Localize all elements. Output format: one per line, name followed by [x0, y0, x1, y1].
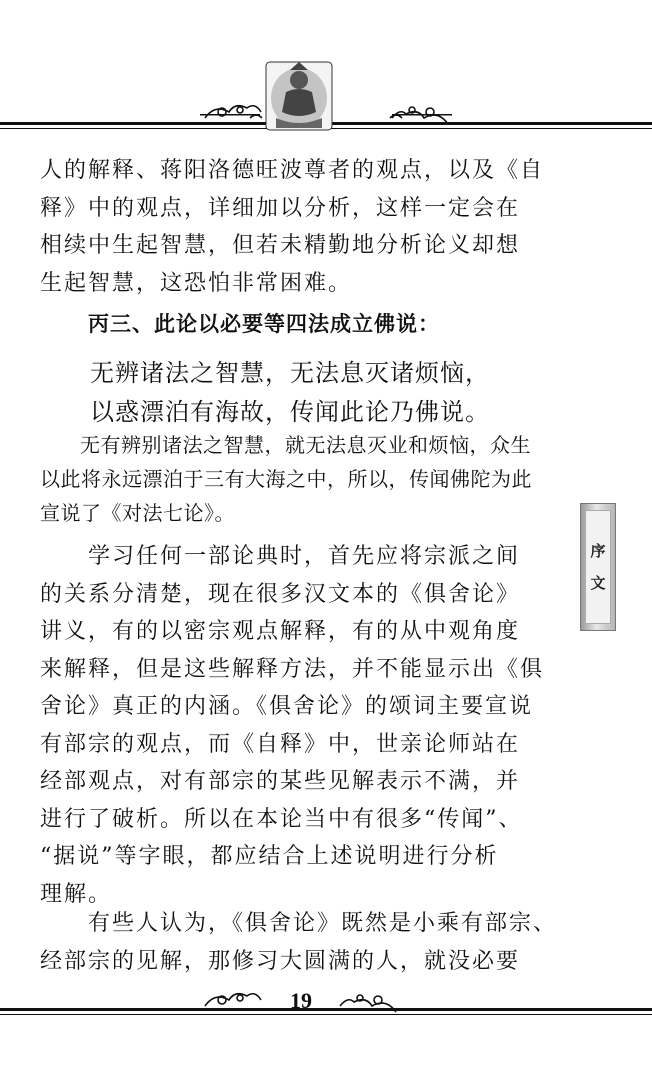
- text-line: 学习任何一部论典时，首先应将宗派之间: [88, 544, 521, 569]
- deity-figure-icon: [266, 62, 332, 130]
- commentary-line: 以此将永远漂泊于三有大海之中，所以，传闻佛陀为此: [40, 467, 532, 491]
- paragraph-continued: [40, 152, 565, 302]
- cloud-left-icon: [205, 994, 261, 1006]
- section-heading: 丙三、此论以必要等四法成立佛说：: [88, 312, 440, 336]
- text-line: 讲义，有的以密宗观点解释，有的从中观角度: [40, 619, 521, 644]
- page-number: 19: [290, 988, 312, 1013]
- side-tab-char: 文: [590, 574, 606, 592]
- cloud-left-icon: [205, 106, 262, 118]
- side-tab-label: [585, 510, 611, 624]
- text-line: 舍论》真正的内涵。《俱舍论》的颂词主要宣说: [40, 694, 534, 719]
- text-line: 来解释，但是这些解释方法，并不能显示出《俱: [40, 656, 545, 682]
- page-header: [0, 0, 652, 140]
- header-ornament: [0, 0, 652, 140]
- text-line: 经部观点，对有部宗的某些见解表示不满，并: [40, 769, 521, 794]
- text-line: 的关系分清楚，现在很多汉文本的《俱舍论》: [40, 581, 521, 607]
- paragraph-school-relations: [40, 538, 565, 913]
- text-line: 理解。: [40, 881, 113, 907]
- page-footer: [0, 980, 652, 1030]
- commentary-line: 无有辨别诸法之智慧，就无法息灭业和烦恼，众生: [80, 433, 531, 457]
- chapter-side-tab: [580, 503, 616, 631]
- verse-line-2: 以惑漂泊有海故，传闻此论乃佛说。: [90, 398, 490, 426]
- text-line: 有部宗的观点，而《自释》中，世亲论师站在: [40, 731, 521, 757]
- text-line: 相续中生起智慧，但若未精勤地分析论义却想: [40, 233, 521, 258]
- verse-line-1: 无辨诸法之智慧，无法息灭诸烦恼，: [90, 359, 490, 387]
- text-line: 有些人认为，《俱舍论》既然是小乘有部宗、: [88, 911, 558, 936]
- text-line: “据说”等字眼，都应结合上述说明进行分析: [40, 844, 499, 869]
- text-line: 生起智慧，这恐怕非常困难。: [40, 270, 353, 296]
- commentary-line: 宣说了《对法七论》。: [40, 501, 235, 525]
- paragraph-some-people: [40, 905, 565, 980]
- commentary-paragraph: [40, 428, 565, 530]
- footer-ornament: [0, 980, 652, 1030]
- text-line: 经部宗的见解，那修习大圆满的人，就没必要: [40, 948, 521, 974]
- text-line: 释》中的观点，详细加以分析，这样一定会在: [40, 195, 521, 221]
- side-tab-char: 序: [590, 542, 606, 560]
- text-line: 进行了破析。所以在本论当中有很多“传闻”、: [40, 806, 523, 832]
- text-line: 人的解释、蒋阳洛德旺波尊者的观点，以及《自: [40, 158, 545, 183]
